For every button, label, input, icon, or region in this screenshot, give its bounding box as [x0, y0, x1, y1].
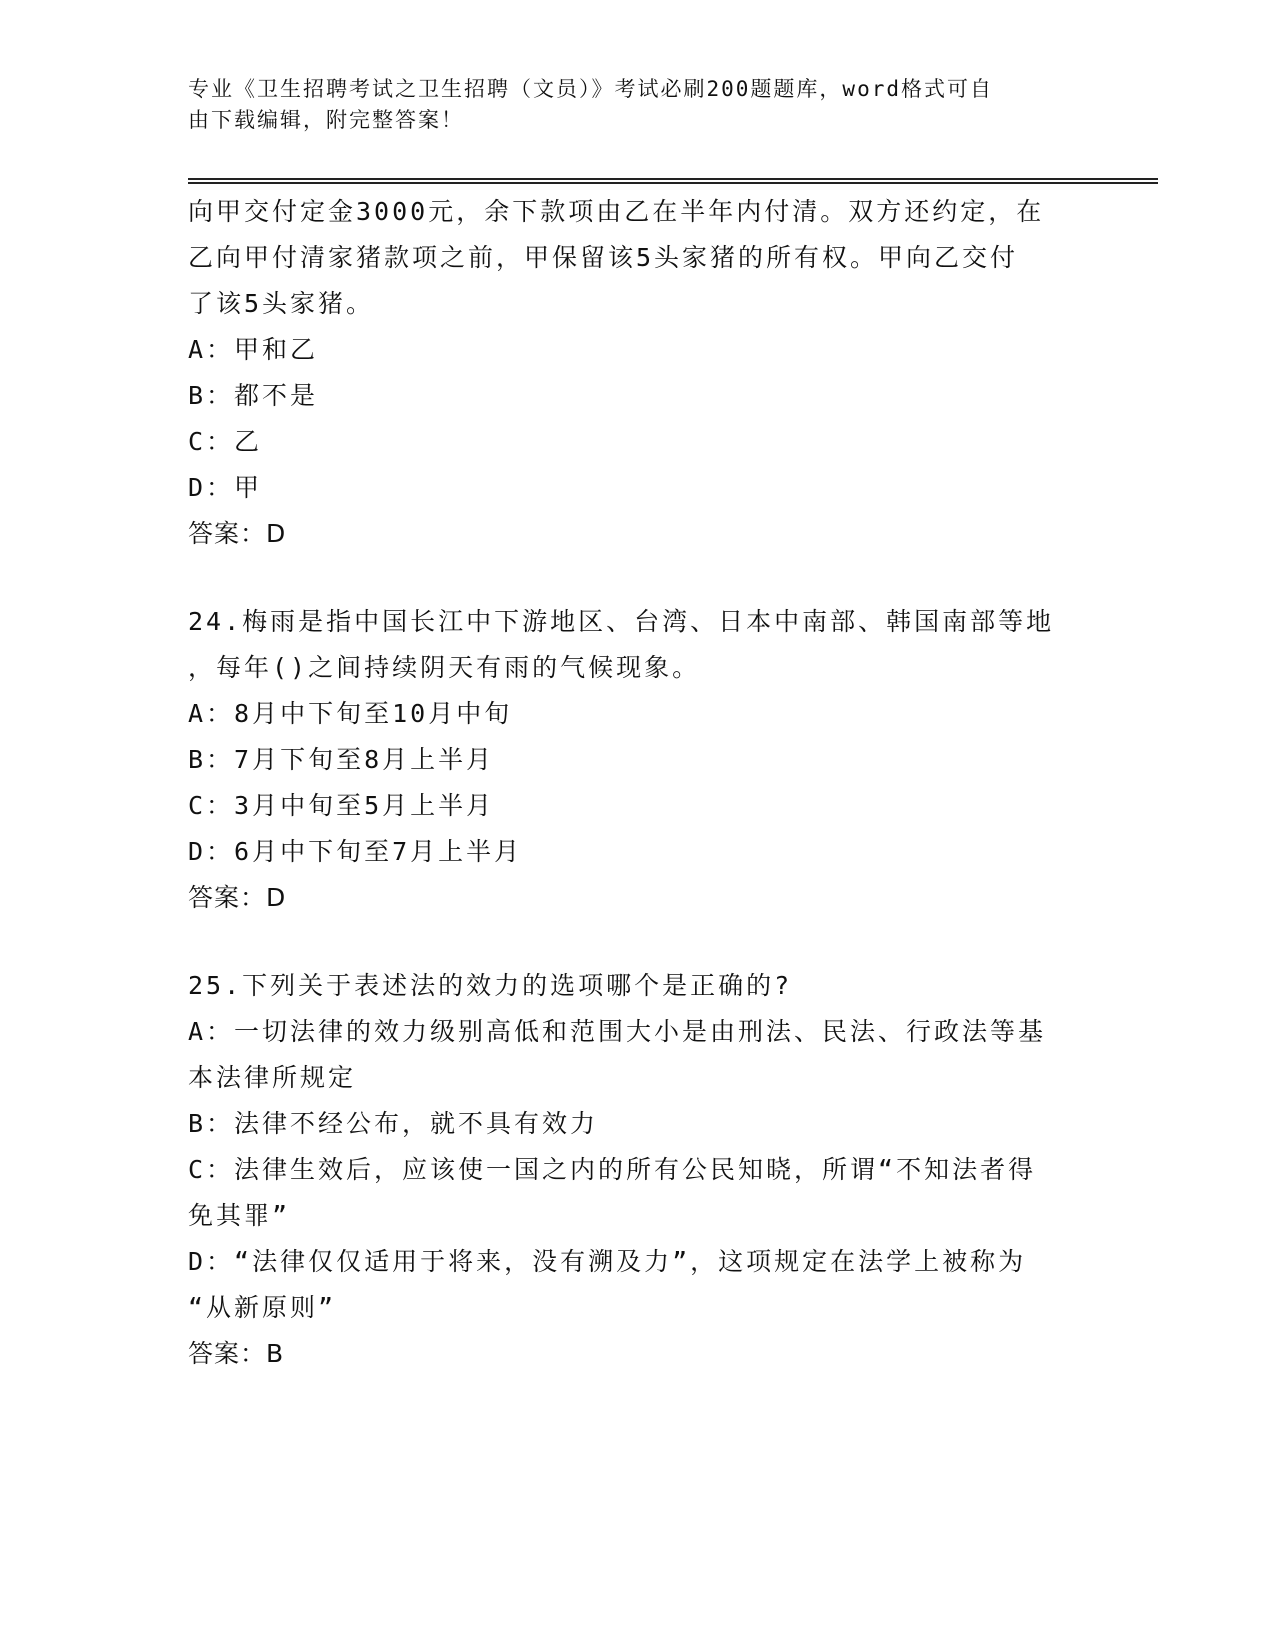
option-d: D：6月中下旬至7月上半月 [188, 837, 523, 866]
header-line-2: 由下载编辑，附完整答案！ [188, 108, 464, 132]
question-stem-line: 向甲交付定金3000元，余下款项由乙在半年内付清。双方还约定，在 [188, 197, 1045, 226]
question-stem-line: 了该5头家猪。 [188, 289, 375, 318]
answer-label: 答案：D [188, 883, 287, 912]
option-d: D：甲 [188, 473, 263, 502]
option-d: D：“法律仅仅适用于将来，没有溯及力”，这项规定在法学上被称为 [188, 1247, 1027, 1276]
answer-label: 答案：B [188, 1339, 285, 1368]
option-b: B：都不是 [188, 381, 319, 410]
header-line-1: 专业《卫生招聘考试之卫生招聘（文员）》考试必刷200题题库，word格式可自 [188, 77, 993, 101]
option-d-continued: “从新原则” [188, 1293, 337, 1322]
question-stem-line: ，每年()之间持续阴天有雨的气候现象。 [188, 653, 701, 682]
document-body [188, 189, 1088, 1377]
answer-label: 答案：D [188, 519, 287, 548]
option-a: A：甲和乙 [188, 335, 319, 364]
option-c: C：3月中旬至5月上半月 [188, 791, 495, 820]
question-stem-line: 25.下列关于表述法的效力的选项哪个是正确的? [188, 971, 793, 1000]
option-b: B：7月下旬至8月上半月 [188, 745, 495, 774]
option-c-continued: 免其罪” [188, 1201, 291, 1230]
question-stem-line: 24.梅雨是指中国长江中下游地区、台湾、日本中南部、韩国南部等地 [188, 607, 1055, 636]
question-24 [188, 599, 1088, 921]
option-c: C：乙 [188, 427, 263, 456]
option-b: B：法律不经公布，就不具有效力 [188, 1109, 599, 1138]
question-stem-line: 乙向甲付清家猪款项之前，甲保留该5头家猪的所有权。甲向乙交付 [188, 243, 1019, 272]
page-header [188, 74, 1068, 136]
question-23 [188, 189, 1088, 557]
header-double-rule [188, 178, 1158, 184]
question-25 [188, 963, 1088, 1377]
option-a: A：8月中下旬至10月中旬 [188, 699, 513, 728]
option-c: C：法律生效后，应该使一国之内的所有公民知晓，所谓“不知法者得 [188, 1155, 1037, 1184]
option-a-continued: 本法律所规定 [188, 1063, 357, 1092]
option-a: A：一切法律的效力级别高低和范围大小是由刑法、民法、行政法等基 [188, 1017, 1047, 1046]
